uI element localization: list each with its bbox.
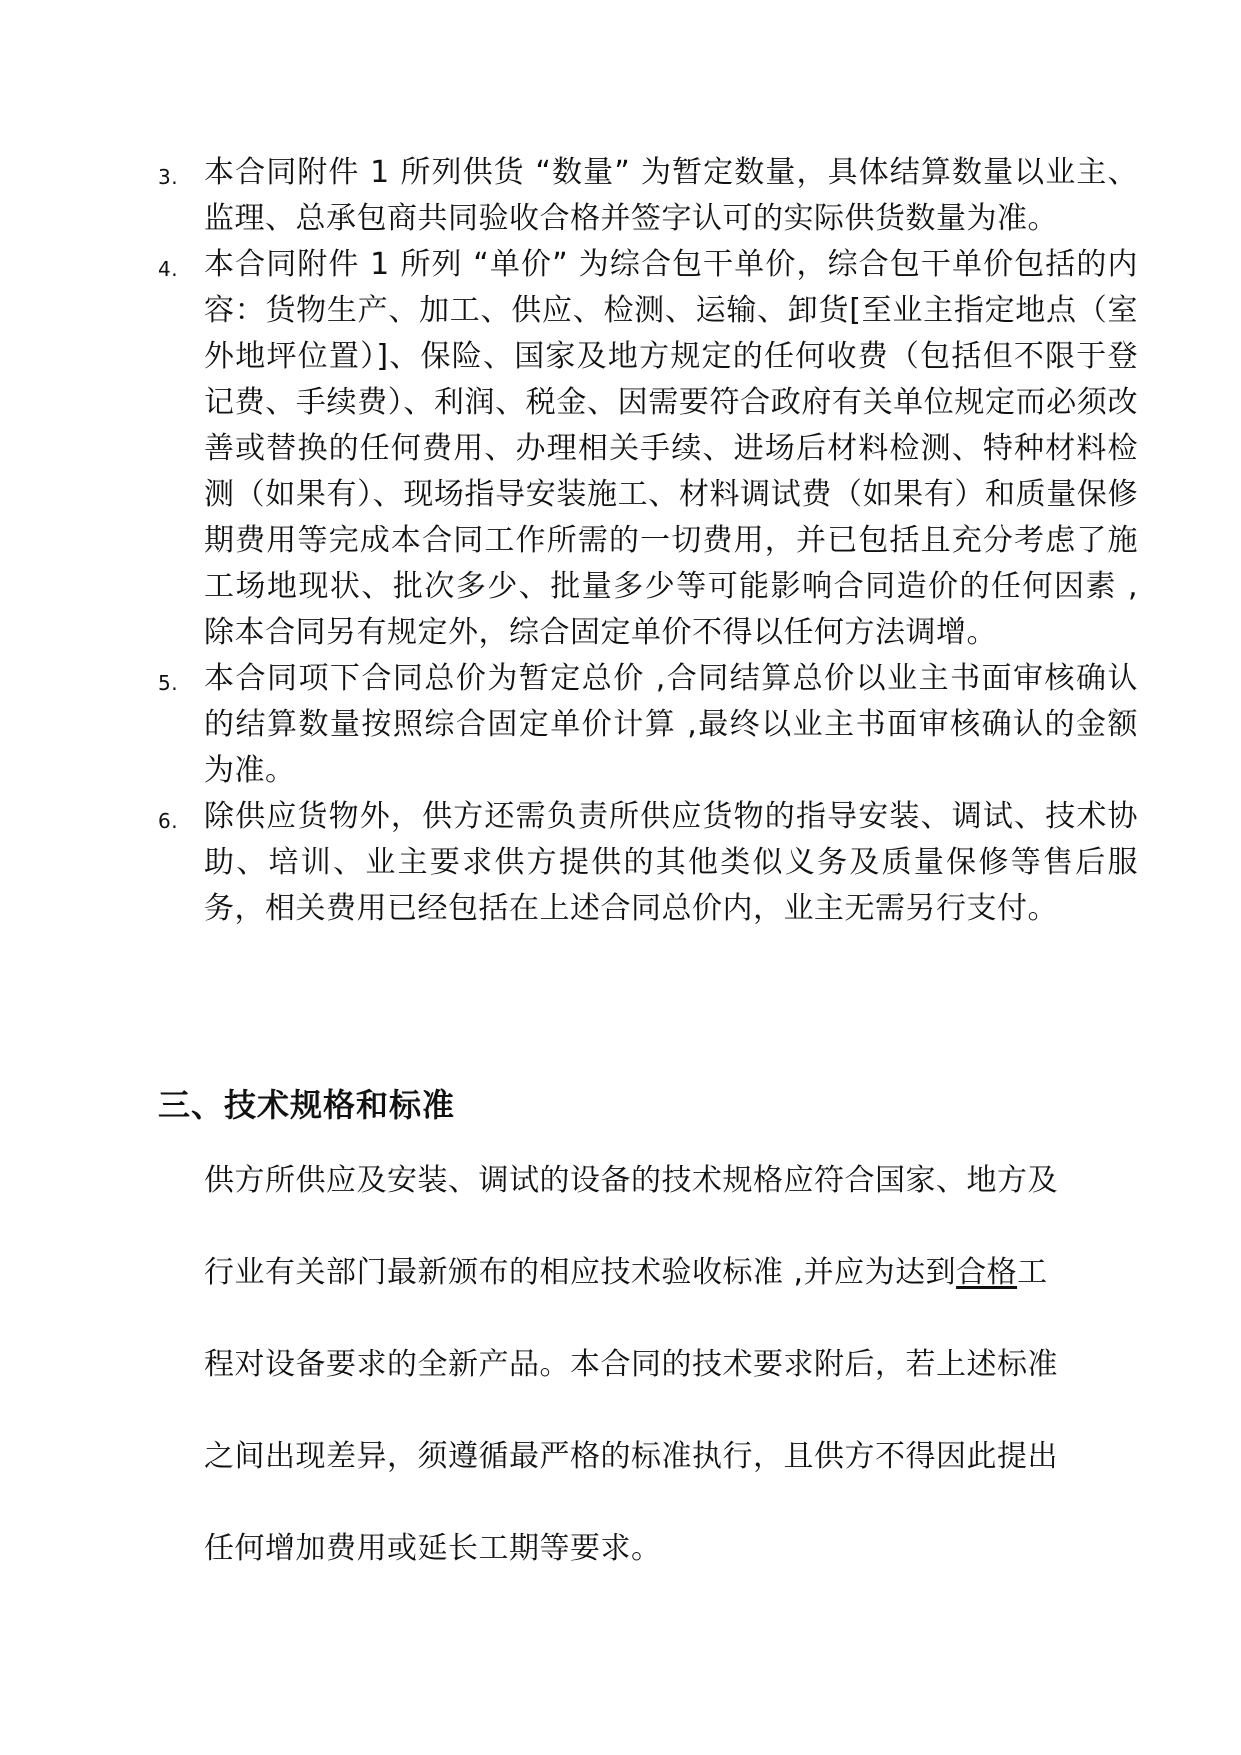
paragraph-line	[204, 1250, 1139, 1296]
technical-spec-paragraph	[204, 1158, 1139, 1618]
paragraph-line: 供方所供应及安装、调试的设备的技术规格应符合国家、地方及	[204, 1163, 1058, 1198]
clause-number: 6.	[158, 809, 179, 833]
paragraph-text: 工	[1017, 1255, 1048, 1290]
clause-item-4	[158, 242, 1138, 656]
clause-item-3	[158, 150, 1138, 242]
contract-clause-list	[158, 150, 1138, 932]
clause-number: 4.	[158, 257, 179, 281]
paragraph-line: 任何增加费用或延长工期等要求。	[204, 1531, 662, 1566]
clause-item-5	[158, 656, 1138, 794]
clause-number: 5.	[158, 671, 179, 695]
clause-text: 除供应货物外，供方还需负责所供应货物的指导安装、调试、技术协助、培训、业主要求供方提供的其他类似义务及质量保修等售后服务，相关费用已经包括在上述合同总价内，业主无需另行支付。	[204, 799, 1138, 926]
clause-text: 本合同项下合同总价为暂定总价 ,合同结算总价以业主书面审核确认的结算数量按照综合固定单价计算 ,最终以业主书面审核确认的金额为准。	[204, 661, 1138, 788]
paragraph-line: 程对设备要求的全新产品。本合同的技术要求附后，若上述标准	[204, 1347, 1058, 1382]
underlined-text: 合格	[956, 1255, 1018, 1290]
paragraph-text: 行业有关部门最新颁布的相应技术验收标准 ,并应为达到	[204, 1255, 957, 1290]
clause-number: 3.	[158, 165, 179, 189]
clause-item-6	[158, 794, 1138, 932]
clause-text: 本合同附件 1 所列供货 “数量” 为暂定数量，具体结算数量以业主、监理、总承包商共同验收合格并签字认可的实际供货数量为准。	[204, 155, 1138, 236]
clause-text: 本合同附件 1 所列 “单价” 为综合包干单价，综合包干单价包括的内容：货物生产、加工、供应、检测、运输、卸货[至业主指定地点（室外地坪位置）]、保险、国家及地方规定的任何收费（包括但不限于登记费、手续费）、利润、税金、因需要符合政府有关单位规定而必须改善或替换的任何费用、办理相关手续、进场后材料检测、特种材料检测（如果有）、现场指导安装施工、材料调试费（如果有）和质量保修期费用等完成本合同工作所需的一切费用，并已包括且充分考虑了施工场地现状、批次多少、批量多少等可能影响合同造价的任何因素 ,除本合同另有规定外，综合固定单价不得以任何方法调增。	[204, 247, 1138, 650]
section-heading: 三、技术规格和标准	[158, 1086, 456, 1124]
paragraph-line: 之间出现差异，须遵循最严格的标准执行，且供方不得因此提出	[204, 1439, 1058, 1474]
